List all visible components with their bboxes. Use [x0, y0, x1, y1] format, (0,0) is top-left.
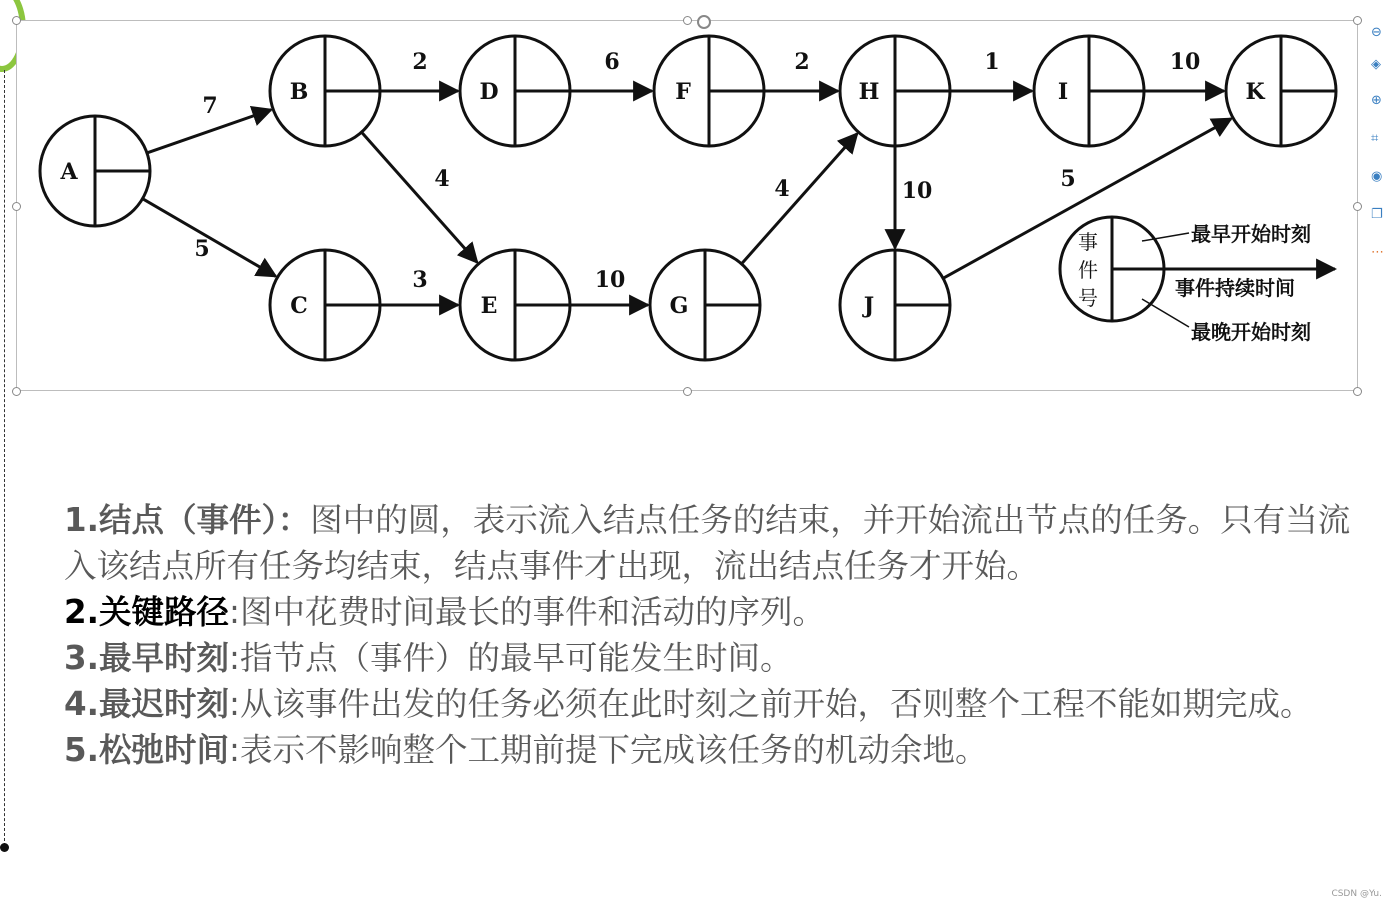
resize-handle-top-left[interactable]	[12, 16, 21, 25]
activity-duration-label: 10	[901, 178, 933, 204]
definition-item	[64, 635, 1376, 681]
definition-text: 图中的圆，表示流入结点任务的结束，并开始流出节点的任务。只有当流入该结点所有任务均结束，结点事件才出现，流出结点任务才开始。	[64, 501, 1351, 585]
definition-separator: :	[228, 685, 240, 723]
activity-duration-label: 10	[1169, 49, 1201, 75]
event-node-label: K	[1245, 79, 1265, 105]
rotate-handle[interactable]	[697, 15, 711, 29]
pert-diagram-image[interactable]	[16, 20, 1358, 391]
activity-duration-label: 1	[984, 49, 1000, 75]
layout-options-toolbar	[1371, 20, 1388, 275]
legend-label-earliest-start: 最早开始时刻	[1191, 222, 1311, 246]
definition-term: 松弛时间	[98, 731, 229, 769]
legend-event-number-char: 事	[1078, 230, 1098, 254]
pert-network-diagram	[17, 21, 1359, 392]
activity-duration-label: 4	[774, 176, 790, 202]
event-node-label: I	[1057, 79, 1069, 105]
event-node-H	[840, 36, 950, 146]
copy-icon[interactable]: ❐	[1371, 207, 1383, 222]
definition-number: 5.	[64, 731, 99, 769]
definition-text: 图中花费时间最长的事件和活动的序列。	[239, 593, 825, 631]
event-node-label: B	[289, 79, 309, 105]
resize-handle-left[interactable]	[12, 202, 21, 211]
definition-term: 最迟时刻	[98, 685, 229, 723]
legend-event-number-char: 件	[1078, 258, 1098, 282]
definition-separator: :	[228, 731, 240, 769]
event-node-D	[460, 36, 570, 146]
activity-duration-label: 4	[434, 166, 450, 192]
resize-handle-bottom-left[interactable]	[12, 387, 21, 396]
definition-term: 最早时刻	[98, 639, 229, 677]
definition-text: 表示不影响整个工期前提下完成该任务的机动余地。	[239, 731, 988, 769]
event-node-label: D	[479, 79, 499, 105]
activity-duration-label: 2	[412, 49, 428, 75]
node-anatomy-legend	[1060, 217, 1335, 344]
idea-bulb-icon[interactable]: ◉	[1371, 169, 1383, 184]
zoom-in-icon[interactable]: ⊕	[1371, 93, 1382, 108]
definition-text: 指节点（事件）的最早可能发生时间。	[239, 639, 793, 677]
resize-handle-top-right[interactable]	[1353, 16, 1362, 25]
definition-separator: :	[228, 639, 240, 677]
event-node-G	[650, 250, 760, 360]
activity-duration-label: 2	[794, 49, 810, 75]
event-node-I	[1034, 36, 1144, 146]
definition-number: 3.	[64, 639, 99, 677]
event-node-label: F	[675, 79, 691, 105]
event-node-C	[270, 250, 380, 360]
activity-duration-label: 5	[194, 236, 210, 262]
event-node-A	[40, 116, 150, 226]
resize-handle-bottom-right[interactable]	[1353, 387, 1362, 396]
crop-icon[interactable]: ⌗	[1371, 131, 1379, 146]
definition-separator: :	[228, 593, 240, 631]
event-node-label: G	[669, 293, 689, 319]
more-options-icon[interactable]: ⋯	[1371, 245, 1384, 260]
definition-item	[64, 681, 1376, 727]
definition-item	[64, 497, 1376, 589]
guide-line-endpoint	[0, 843, 9, 852]
resize-handle-top[interactable]	[683, 16, 692, 25]
resize-handle-bottom[interactable]	[683, 387, 692, 396]
dashed-guide-line	[4, 70, 5, 846]
activity-duration-label: 6	[604, 49, 620, 75]
event-node-B	[270, 36, 380, 146]
event-node-label: E	[480, 293, 498, 319]
activity-duration-label: 5	[1060, 166, 1076, 192]
definition-term: 关键路径	[98, 593, 229, 631]
event-node-K	[1226, 36, 1336, 146]
event-node-J	[840, 250, 950, 360]
event-node-label: A	[60, 159, 78, 185]
definition-item	[64, 727, 1376, 773]
event-node-label: H	[858, 79, 880, 105]
definition-term: 结点（事件）：	[98, 501, 311, 539]
definition-item	[64, 589, 1376, 635]
legend-label-duration: 事件持续时间	[1175, 276, 1295, 300]
definition-number: 2.	[64, 593, 99, 631]
resize-handle-right[interactable]	[1353, 202, 1362, 211]
definitions-list	[64, 497, 1376, 773]
definition-number: 1.	[64, 501, 99, 539]
event-node-label: J	[863, 293, 875, 319]
legend-label-latest-start: 最晚开始时刻	[1191, 320, 1311, 344]
activity-duration-label: 7	[202, 93, 218, 119]
activity-arrow-G-H	[742, 134, 858, 264]
definition-text: 从该事件出发的任务必须在此时刻之前开始，否则整个工程不能如期完成。	[239, 685, 1313, 723]
layers-icon[interactable]: ◈	[1371, 57, 1381, 72]
legend-event-number-char: 号	[1078, 286, 1098, 310]
definition-number: 4.	[64, 685, 99, 723]
activity-duration-label: 3	[412, 267, 428, 293]
activity-arrow-B-E	[362, 132, 478, 262]
event-node-E	[460, 250, 570, 360]
event-node-label: C	[290, 293, 308, 319]
activity-duration-label: 10	[594, 267, 626, 293]
collapse-icon[interactable]: ⊖	[1371, 25, 1382, 40]
watermark: CSDN @Yu.	[1331, 889, 1382, 899]
event-node-F	[654, 36, 764, 146]
